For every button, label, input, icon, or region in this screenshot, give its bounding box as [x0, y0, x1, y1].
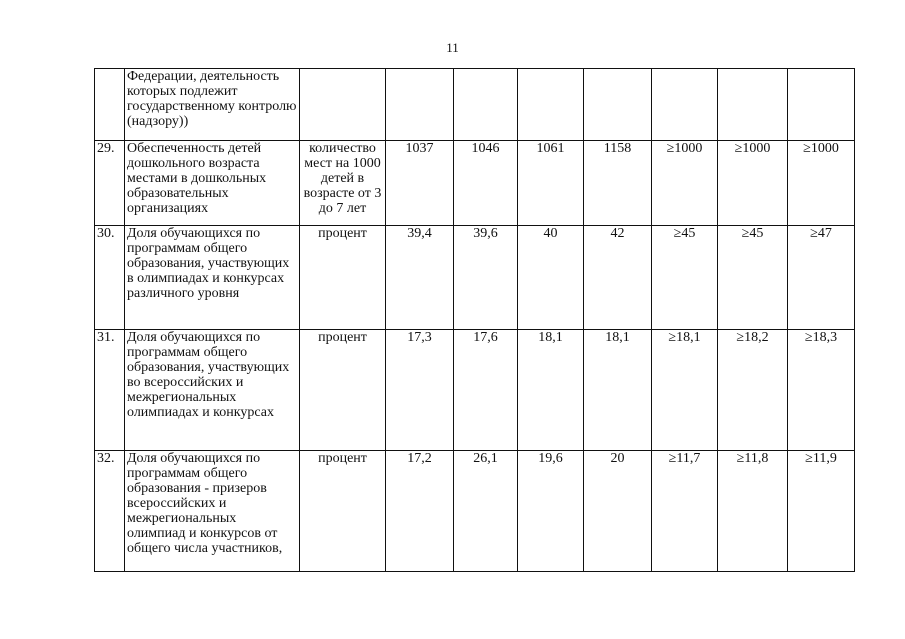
unit-of-measure: количество мест на 1000 детей в возрасте от 3 до 7 лет [300, 141, 386, 226]
value-cell: ≥11,7 [652, 451, 718, 572]
indicator-name: Федерации, деятельность которых подлежит государственному контролю (надзору)) [125, 69, 300, 141]
value-cell: 39,4 [386, 226, 454, 330]
indicator-name: Обеспеченность детей дошкольного возраста местами в дошкольных образовательных организациях [125, 141, 300, 226]
value-cell: ≥18,1 [652, 330, 718, 451]
value-cell: 1061 [518, 141, 584, 226]
value-cell [584, 69, 652, 141]
value-cell [788, 69, 855, 141]
row-number [95, 69, 125, 141]
value-cell: 39,6 [454, 226, 518, 330]
value-cell: 17,3 [386, 330, 454, 451]
table-row [95, 226, 855, 330]
value-cell: 42 [584, 226, 652, 330]
indicator-name: Доля обучающихся по программам общего образования - призеров всероссийских и межрегиональных олимпиад и конкурсов от общего числа участников, [125, 451, 300, 572]
value-cell: 18,1 [518, 330, 584, 451]
page-number: 11 [446, 40, 459, 55]
value-cell: ≥1000 [718, 141, 788, 226]
value-cell: ≥1000 [788, 141, 855, 226]
value-cell: 19,6 [518, 451, 584, 572]
unit-of-measure [300, 69, 386, 141]
value-cell: ≥18,3 [788, 330, 855, 451]
indicator-name: Доля обучающихся по программам общего образования, участвующих во всероссийских и межрегиональных олимпиадах и конкурсах [125, 330, 300, 451]
value-cell [718, 69, 788, 141]
value-cell [454, 69, 518, 141]
value-cell: 1046 [454, 141, 518, 226]
row-number: 32. [95, 451, 125, 572]
value-cell: ≥18,2 [718, 330, 788, 451]
indicator-name: Доля обучающихся по программам общего образования, участвующих в олимпиадах и конкурсах различного уровня [125, 226, 300, 330]
indicators-table [94, 68, 855, 572]
unit-of-measure: процент [300, 330, 386, 451]
unit-of-measure: процент [300, 451, 386, 572]
value-cell: 17,2 [386, 451, 454, 572]
table-row [95, 330, 855, 451]
value-cell [386, 69, 454, 141]
value-cell: 17,6 [454, 330, 518, 451]
table-row [95, 451, 855, 572]
row-number: 30. [95, 226, 125, 330]
value-cell: ≥1000 [652, 141, 718, 226]
value-cell: 40 [518, 226, 584, 330]
unit-of-measure: процент [300, 226, 386, 330]
value-cell: ≥45 [718, 226, 788, 330]
value-cell: ≥11,9 [788, 451, 855, 572]
value-cell: ≥47 [788, 226, 855, 330]
value-cell: 18,1 [584, 330, 652, 451]
value-cell: 1037 [386, 141, 454, 226]
value-cell: ≥11,8 [718, 451, 788, 572]
value-cell: 1158 [584, 141, 652, 226]
value-cell: 26,1 [454, 451, 518, 572]
row-number: 29. [95, 141, 125, 226]
value-cell: 20 [584, 451, 652, 572]
table-row [95, 141, 855, 226]
table-row [95, 69, 855, 141]
row-number: 31. [95, 330, 125, 451]
value-cell: ≥45 [652, 226, 718, 330]
value-cell [652, 69, 718, 141]
value-cell [518, 69, 584, 141]
